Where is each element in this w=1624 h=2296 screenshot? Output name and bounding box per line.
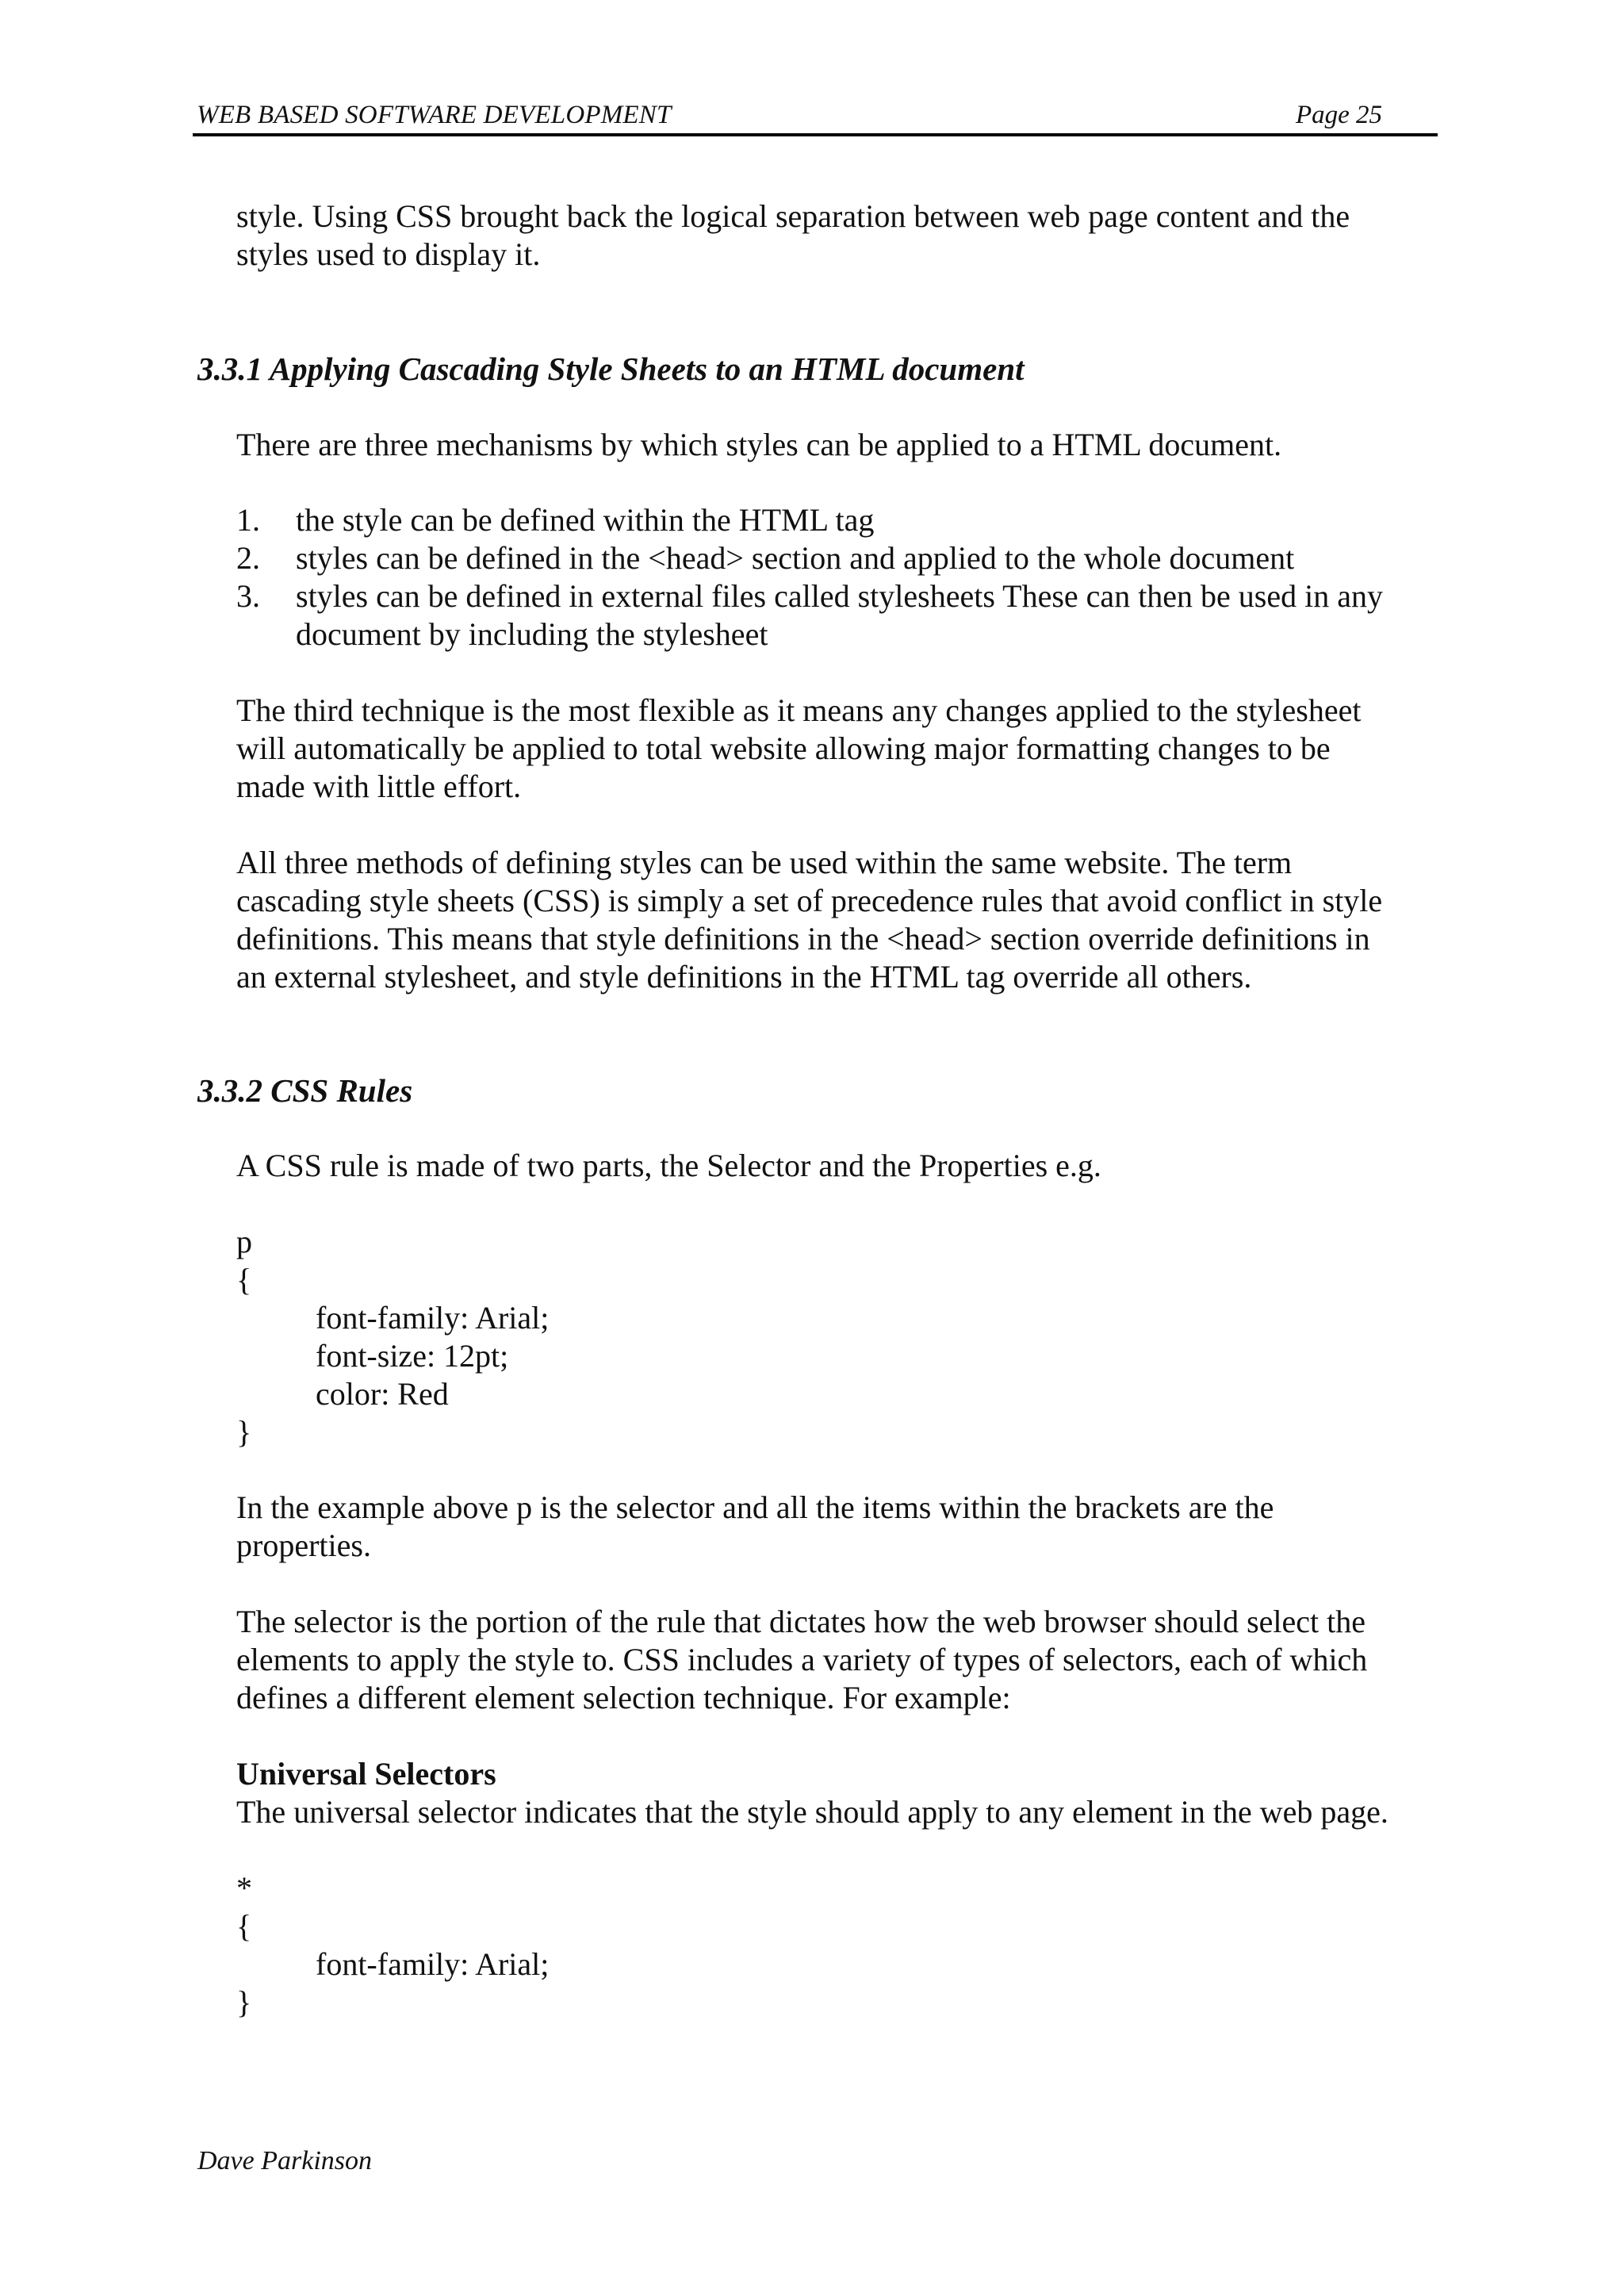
page-footer-author: Dave Parkinson: [197, 2146, 373, 2175]
text-line: definitions. This means that style definitions in the <head> section override definitions in: [236, 921, 1370, 956]
list-item: [236, 577, 1450, 654]
section-heading-3-3-1: 3.3.1 Applying Cascading Style Sheets to an HTML document: [197, 351, 1025, 387]
list-number: 2.: [236, 540, 260, 576]
section1-lead: There are three mechanisms by which styles can be applied to a HTML document.: [236, 427, 1282, 462]
text-line: styles used to display it.: [236, 236, 541, 272]
universal-selectors-block: [236, 1755, 1450, 1831]
text-line: The selector is the portion of the rule that dictates how the web browser should select the: [236, 1604, 1366, 1639]
list-number: 3.: [236, 578, 260, 614]
text-line: In the example above p is the selector and all the items within the brackets are the: [236, 1489, 1274, 1525]
text-line: properties.: [236, 1527, 371, 1563]
universal-selectors-heading: Universal Selectors: [236, 1756, 496, 1792]
section1-paragraph-2: [236, 844, 1450, 996]
section2-paragraph-2: [236, 1603, 1450, 1717]
list-number: 1.: [236, 502, 260, 538]
universal-selector-example: [236, 1869, 549, 2022]
section1-paragraph-1: [236, 692, 1450, 806]
section-heading-3-3-2: 3.3.2 CSS Rules: [197, 1072, 413, 1109]
list-item: [236, 501, 1450, 539]
text-line: made with little effort.: [236, 769, 522, 804]
code-selector: *: [236, 1870, 252, 1906]
list-item-text: document by including the stylesheet: [296, 616, 768, 652]
css-rule-example: [236, 1223, 549, 1451]
code-property: font-size: 12pt;: [316, 1338, 509, 1374]
text-line: elements to apply the style to. CSS includes a variety of types of selectors, each of which: [236, 1642, 1368, 1677]
header-page-number: Page 25: [1295, 101, 1382, 129]
list-item-text: the style can be defined within the HTML tag: [296, 502, 875, 538]
code-open-brace: {: [236, 1908, 252, 1944]
code-selector: p: [236, 1224, 252, 1259]
code-close-brace: }: [236, 1414, 252, 1450]
header-title: WEB BASED SOFTWARE DEVELOPMENT: [197, 101, 672, 129]
mechanisms-list: [236, 501, 1450, 654]
text-line: style. Using CSS brought back the logical separation between web page content and the: [236, 198, 1350, 234]
list-item-text: styles can be defined in the <head> section and applied to the whole document: [296, 540, 1295, 576]
text-line: The third technique is the most flexible as it means any changes applied to the stylesheet: [236, 692, 1362, 728]
code-property: font-family: Arial;: [316, 1946, 550, 1982]
text-line: All three methods of defining styles can be used within the same website. The term: [236, 845, 1293, 880]
text-line: cascading style sheets (CSS) is simply a set of precedence rules that avoid conflict in style: [236, 883, 1383, 918]
code-close-brace: }: [236, 1984, 252, 2020]
text-line: will automatically be applied to total website allowing major formatting changes to be: [236, 730, 1331, 766]
intro-paragraph: [236, 197, 1450, 274]
list-item: [236, 539, 1450, 577]
section2-lead: A CSS rule is made of two parts, the Selector and the Properties e.g.: [236, 1148, 1101, 1183]
code-property: color: Red: [316, 1376, 449, 1412]
code-open-brace: {: [236, 1262, 252, 1297]
text-line: an external stylesheet, and style definitions in the HTML tag override all others.: [236, 959, 1252, 995]
section2-paragraph-1: [236, 1489, 1450, 1565]
code-property: font-family: Arial;: [316, 1300, 550, 1336]
text-line: defines a different element selection technique. For example:: [236, 1680, 1011, 1715]
list-item-text: styles can be defined in external files called stylesheets These can then be used in any: [296, 578, 1383, 614]
universal-selectors-text: The universal selector indicates that the style should apply to any element in the web page.: [236, 1794, 1388, 1830]
